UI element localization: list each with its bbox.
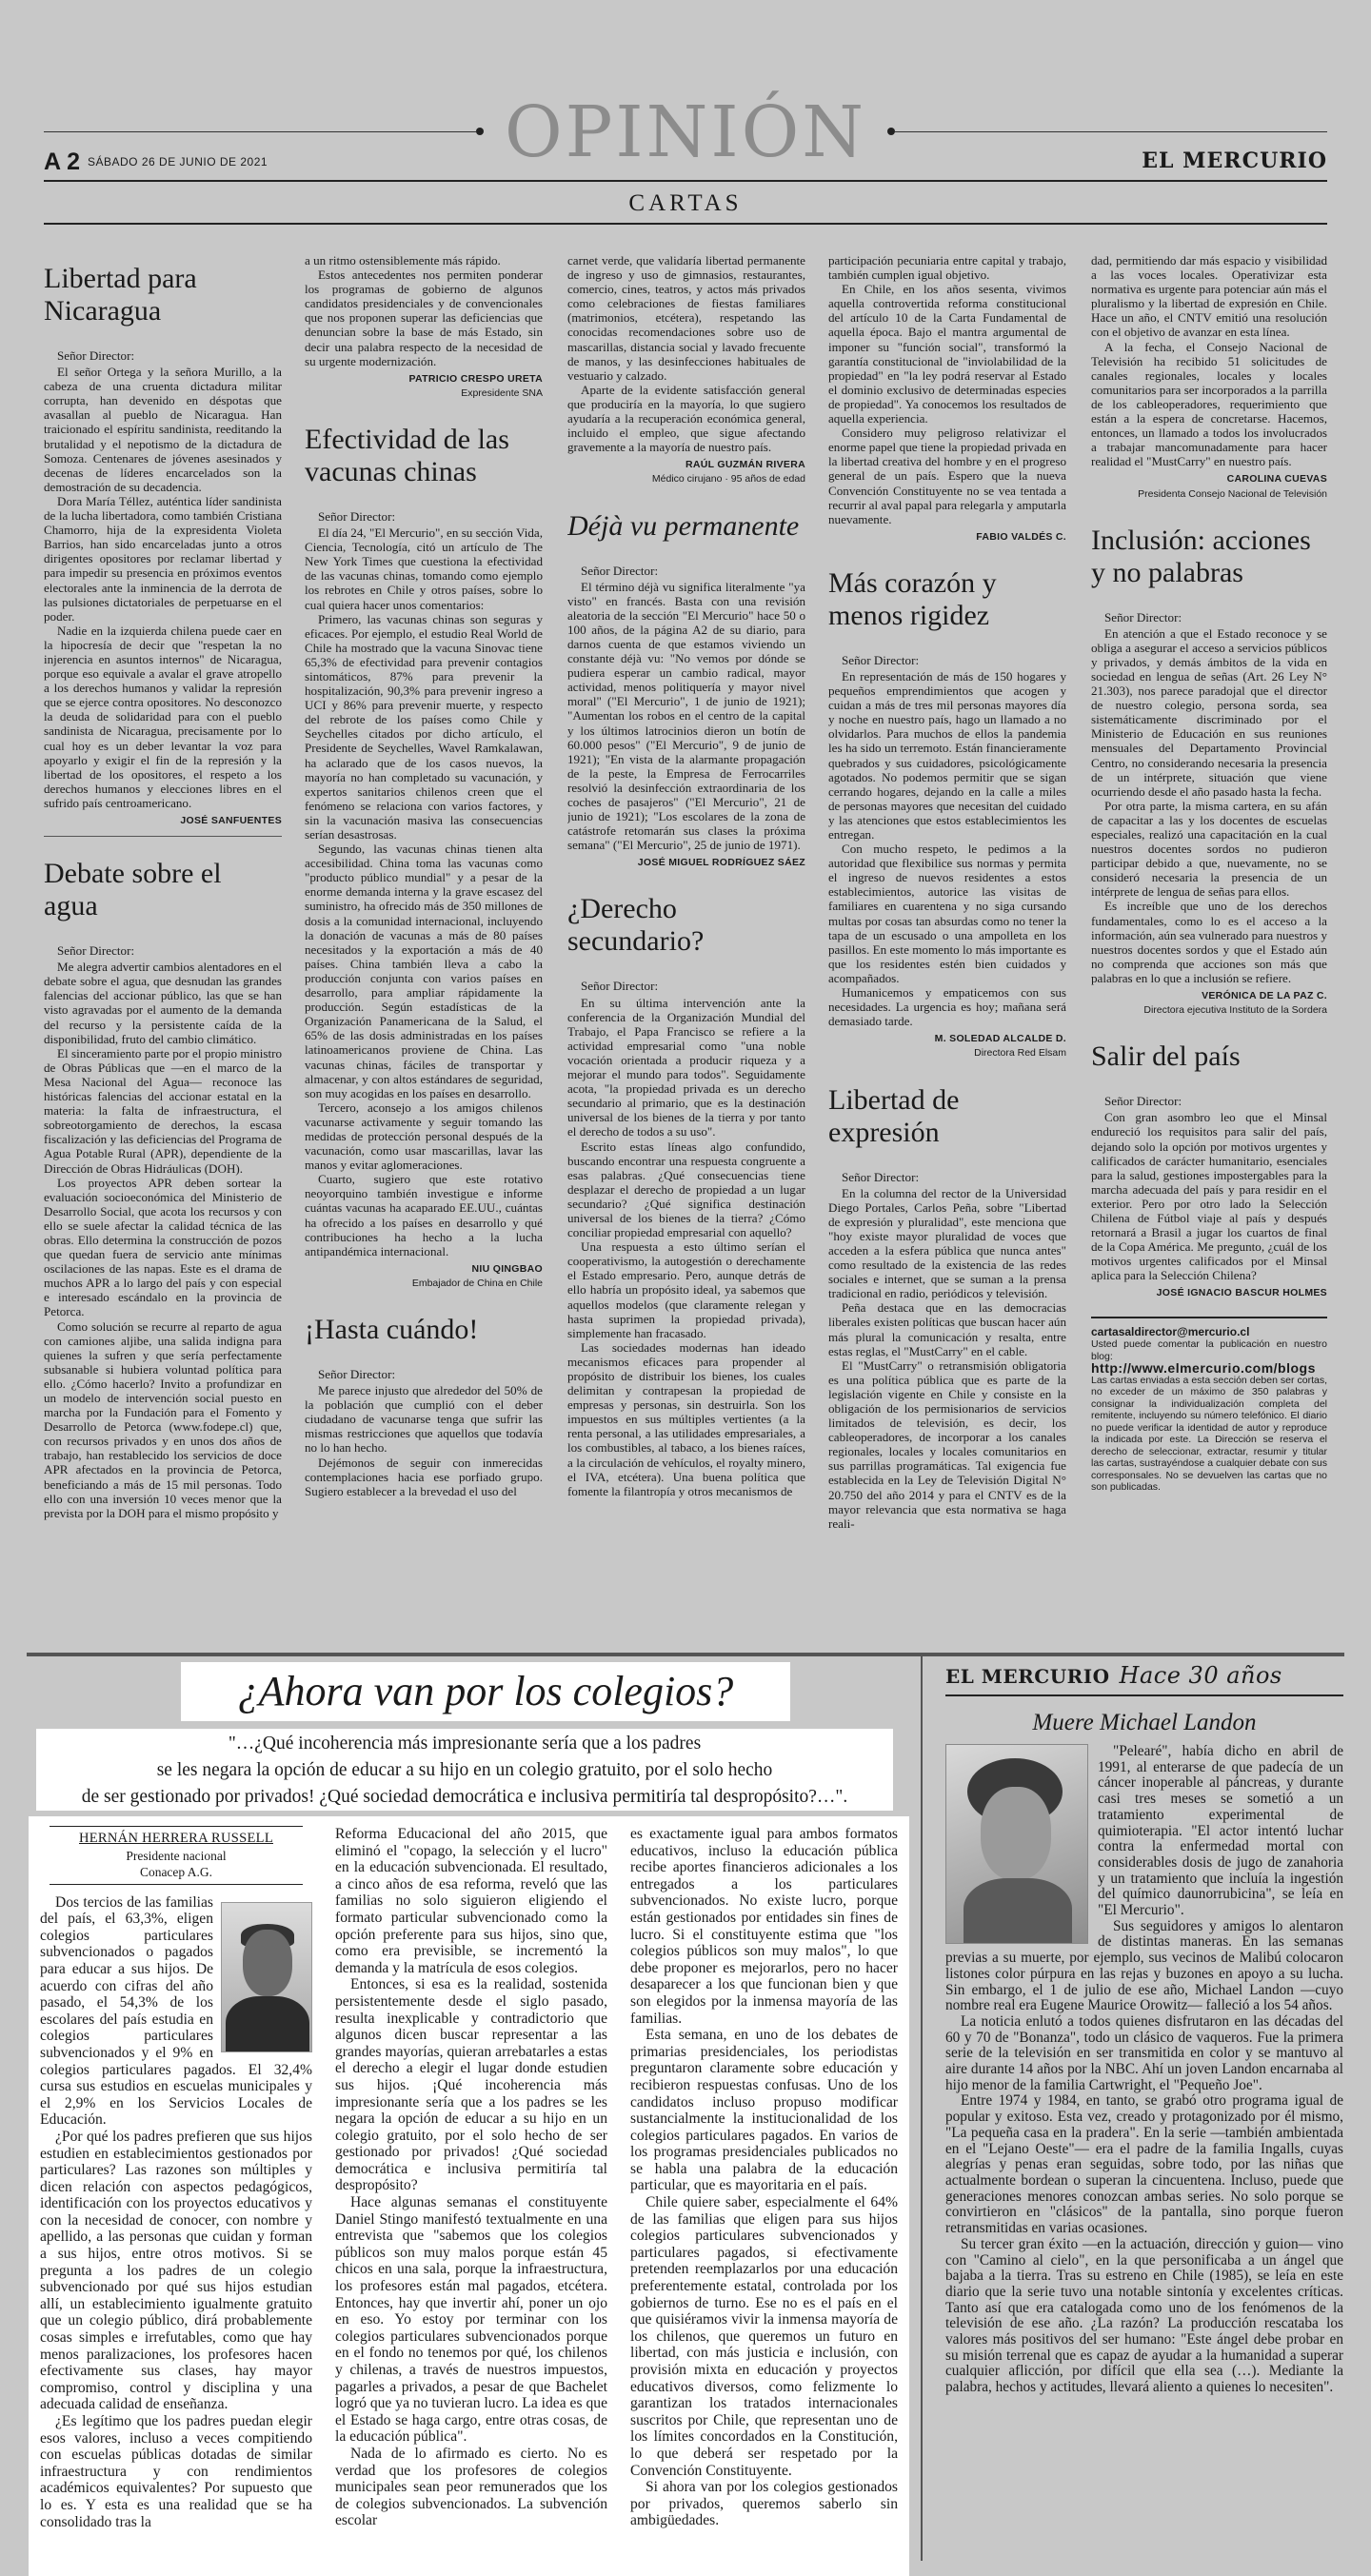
feature-column-2 <box>324 1816 619 2576</box>
feature-headline: ¿Ahora van por los colegios? <box>181 1662 790 1721</box>
letters-column-2 <box>305 253 543 1628</box>
author-photo <box>221 1902 312 2052</box>
letter-paragraph: Peña destaca que en las democracias liberales existen políticas que buscan hacer aún más plural la comunicación y resalta, entre estas reglas, el "MustCarry" en el cable. <box>828 1300 1066 1358</box>
hace-30-body <box>945 1744 1343 2396</box>
subsection-title: CARTAS <box>628 190 743 216</box>
blog-url-link[interactable]: http://www.elmercurio.com/blogs <box>1091 1360 1316 1377</box>
letter-title: Salir del país <box>1091 1040 1241 1073</box>
pullquote-line: de ser gestionado por privados! ¿Qué sociedad democrática e inclusiva permitiría tal despropósito?…". <box>81 1787 848 1807</box>
letter-signature: PATRICIO CRESPO URETA <box>408 372 543 385</box>
letter-paragraph: A la fecha, el Consejo Nacional de Televisión ha recibido 51 solicitudes de canales regionales, locales y locales comunitarios para ser incorporados a la parrilla de los cableoperadores, requerimiento que están a la espera de concretarse. Hacemos, entonces, un llamado a todos los involucrados a trabajar mancomunadamente para hacer realidad el "MustCarry" en nuestro país. <box>1091 339 1327 469</box>
letter-paragraph: En representación de más de 150 hogares y pequeños emprendimientos que acogen y cuidan a más de tres mil personas mayores día y noche en nuestro país, hago un llamado a no olvidarlos. Para muchos de ellos la pandemia les ha sido un terremoto. Están financieramente quebrados y sus cuidadores, psicológicamente agotados. No podemos permitir que se sigan cerrando hogares, dejando en la calle a miles de personas mayores que necesitan del cuidado y las atenciones que estos establecimientos les entregan. <box>828 668 1066 842</box>
author-box <box>50 1826 303 1885</box>
letter-paragraph: Humanicemos y empaticemos con sus necesidades. La urgencia es hoy; mañana será demasiado tarde. <box>828 985 1066 1029</box>
page-number: A 2 <box>44 149 80 175</box>
letter-paragraph: participación pecuniaria entre capital y trabajo, también cumplen igual objetivo. <box>828 253 1066 283</box>
letter-paragraph: Primero, las vacunas chinas son seguras y eficaces. Por ejemplo, el estudio Real World de Chile ha mostrado que la vacuna Sinovac tiene 65,3% de efectividad para prevenir contagios sintomáticos, 87% para prevenir la hospitalización, 90,3% para prevenir ingreso a UCI y 86% para prevenir muerte, y respecto del rebrote de los países como Chile y Seychelles citados por dicho artículo, el Presidente de Seychelles, Wavel Ramkalawan, ha aclarado que de los casos nuevos, la mayoría no han completado su vacunación, y expertos sanitarios chilenos creen que el fenómeno se relaciona con varios factores, y sin la vacunación masiva las consecuencias serían desastrosas. <box>305 611 543 842</box>
letter-paragraph: Segundo, las vacunas chinas tienen alta accesibilidad. China toma las vacunas como "producto público mundial" y a pesar de la enorme demanda interna y la grave escasez del suministro, ha ofrecido más de 350 millones de dosis a la comunidad internacional, incluyendo la donación de vacunas a más de 80 países necesitados y la exportación a más de 40 países. China también lleva a cabo la producción conjunta con varios países en desarrollo, para ampliar rápidamente la producción. Según estadísticas de la Organización Panamericana de la Salud, el 65% de las dosis administradas en los países latinoamericanos proviene de China. Las vacunas chinas, fáciles de transportar y almacenar, y con altos estándares de seguridad, son muy acogidas en los países en desarrollo. <box>305 842 543 1100</box>
letter-paragraph: Tercero, aconsejo a los amigos chilenos vacunarse activamente y seguir tomando las medidas de protección personal después de la vacunación, como usar mascarillas, lavar las manos y evitar aglomeraciones. <box>305 1100 543 1173</box>
feature-column-3 <box>619 1816 909 2576</box>
article-paragraph: Reforma Educacional del año 2015, que eliminó el "copago, la selección y el lucro" en la educación subvencionada. El resultado, a cinco años de esa reforma, reveló que las familias no solo siguieron eligiendo el formato particular subvencionado como la opción preferente para sus hijos, sino que, como era previsible, se incrementó la demanda y la matrícula de esos colegios. <box>335 1826 607 1976</box>
letter-salutation: Señor Director: <box>318 508 396 524</box>
letter-paragraph: Dejémonos de seguir con inmerecidas contemplaciones hacia ese porfiado grupo. Sugiero establecer a la brevedad el uso del <box>305 1455 543 1498</box>
letter-paragraph: Considero muy peligroso relativizar el enorme papel que tiene la propiedad privada en la libertad creativa del hombre y en el progreso general de un país. Espero que la nueva Convención Constituyente no se vea tentada a recurrir al aval papal para relegarla y amputarla nuevamente. <box>828 426 1066 526</box>
hace-30-paper-name: EL MERCURIO <box>945 1665 1110 1688</box>
letter-paragraph: Escrito estas líneas algo confundido, buscando encontrar una respuesta congruente a esas palabras. ¿Qué consecuencias tiene desplazar el derecho de propiedad a un lugar secundario? ¿Qué significa destinación universal de los bienes de la tierra? ¿Cómo conciliar propiedad empresarial con aquello? <box>567 1139 805 1240</box>
feature-pullquote <box>36 1729 893 1811</box>
article-paragraph: Entonces, si esa es la realidad, sostenida persistentemente desde el siglo pasado, resulta inexplicable y contradictorio que algunos dicen buscar representar a las grandes mayorías, quieran arrebatarles a estas el derecho a elegir el lugar donde estudien sus hijos. ¡Qué incoherencia más impresionante sería que a los padres se les negara la opción de educar a su hijo en un colegio gratuito, por el solo hecho de ser gestionado por privados! ¿Qué sociedad democrática e inclusiva permitiría tal despropósito? <box>335 1976 607 2194</box>
letter-signature: RAÚL GUZMÁN RIVERA <box>686 459 805 471</box>
masthead: EL MERCURIO <box>1142 149 1327 173</box>
letter-paragraph: El "MustCarry" o retransmisión obligatoria es una política pública que es parte de la legislación vigente en Chile y consiste en la obligación de los permisionarios de servicios limitados de televisión, es decir, los cableoperadores, de incorporar a los canales regionales, locales y locales comunitarios en sus parrillas programáticas. Tal exigencia fue establecida en la Ley de Televisión Digital N° 20.750 del año 2014 y para el CNTV es de la mayor relevancia que esta normativa se haga reali- <box>828 1357 1066 1531</box>
photo-face <box>981 1787 1051 1880</box>
letter-signature: JOSÉ IGNACIO BASCUR HOLMES <box>1156 1287 1327 1299</box>
letter-signature: VERÓNICA DE LA PAZ C. <box>1202 990 1327 1002</box>
letters-info-box <box>1091 1317 1327 1494</box>
letter-paragraph: Es increíble que uno de los derechos fundamentales, como lo es el acceso a la información, aún sea vulnerado para nuestros y nuestros docentes sordos y que el Estado aún no comprenda que acciones son más que palabras en lo que a inclusión se refiere. <box>1091 899 1327 985</box>
letter-role: Expresidente SNA <box>461 386 543 399</box>
letter-paragraph: Aparte de la evidente satisfacción general que produciría en la mayoría, lo que sugiero ayudaría a la recuperación económica general, incluido el empleo, que sigue afectando gravemente a la mayoría de nuestro país. <box>567 382 805 455</box>
letter-signature: CAROLINA CUEVAS <box>1226 473 1327 485</box>
letter-salutation: Señor Director: <box>57 348 135 363</box>
article-paragraph: "Pelearé", había dicho en abril de 1991, al enterarse de que padecía de un cáncer inoperable al páncreas, y durante casi tres meses se sometió a un tratamiento experimental de quimioterapia. "El actor intentó luchar contra la enfermedad mortal con considerables dosis de jugo de zanahoria y un tratamiento que incluía la ingestión del químico daunorrubicina", se leía en "El Mercurio". <box>1098 1743 1343 1919</box>
letter-title: Debate sobre el agua <box>44 858 222 922</box>
hace-30-masthead <box>945 1662 1343 1696</box>
letters-column-1 <box>44 257 282 1628</box>
article-paragraph: Chile quiere saber, especialmente el 64% de las familias que eligen para sus hijos colegios particulares subvencionados y particulares pagados, si efectivamente pretenden reemplazarlos por una educación preferentemente estatal, controlada por los gobiernos de turno. Ese no es el país en el que quisiéramos vivir la inmensa mayoría de los chilenos, que queremos un futuro en libertad, con más justicia e inclusión, con provisión mixta en educación y proyectos educativos diversos, como felizmente lo garantizan los tratados internacionales suscritos por Chile, que representan uno de los límites concordados en la Constitución, lo que deberá ser respetado por la Convención Constituyente. <box>630 2194 898 2479</box>
letter-title: Libertad para Nicaragua <box>44 263 197 327</box>
letter-paragraph: Como solución se recurre al reparto de agua con camiones aljibe, una salida indigna para quienes la sufren y que sería perfectamente subsanable si hubiera voluntad política para ello. ¿Cómo hacerlo? Invito a profundizar en un modelo de intervención social puesto en marcha por la Fundación para el Fomento y Desarrollo de Petorca (www.fodepe.cl) que, con recursos privados y en unos dos años de trabajo, han restablecido los servicios de doce APR afectados en la provincia de Petorca, beneficiando a más de 15 mil personas. Todo ello con una inversión 10 veces menor que la prevista por la DOH para el mismo propósito y <box>44 1318 282 1520</box>
letter-paragraph: Cuarto, sugiero que este rotativo neoyorquino también investigue e informe cuántas vacunas ha acaparado EE.UU., cuántas ha ofrecido a los países en desarrollo y qué contribuciones ha hecho a la lucha antipandémica internacional. <box>305 1172 543 1258</box>
letter-salutation: Señor Director: <box>581 979 659 994</box>
letter-paragraph: El término déjà vu significa literalmente "ya visto" en francés. Basta con una revisión aleatoria de la sección "El Mercurio" hace 50 o 100 años, de la página A2 de su diario, para darnos cuenta de que estamos viviendo un constante déjà vu: "No vemos por dónde se pudiera esperar un cambio radical, mayor actividad, menos politiquería y mayor nivel moral" ("El Mercurio", 1 de junio de 1921); "Aumentan los robos en el centro de la capital y los últimos latrocinios dieron un botín de 60.000 pesos" ("El Mercurio", 9 de junio de 1921); "En vista de la alarmante propagación de la peste, la Empresa de Ferrocarriles resolvió la desinfección extraordinaria de los coches de pasajeros" ("El Mercurio", 21 de junio de 1921); "Los escolares de la zona de catástrofe retomarán sus clases la próxima semana" ("El Mercurio", 25 de junio de 1971). <box>567 579 805 853</box>
letter-paragraph: Me parece injusto que alrededor del 50% de la población que cumplió con el deber ciudadano de vacunarse tenga que sufrir las mismas restricciones que aquellos que todavía no lo han hecho. <box>305 1383 543 1456</box>
header-dot-right <box>887 128 895 135</box>
letter-paragraph: Con mucho respeto, le pedimos a la autoridad que flexibilice sus normas y permita el ingreso de nuevos residentes a estos establecimientos, autorice las visitas de familiares en cuarentena y no siga cursando multas por cosas tan absurdas como no tener la tapa de un escusado o una ampolleta en los pasillos. En este momento lo más importante es que los residentes estén bien cuidados y acompañados. <box>828 842 1066 985</box>
letter-title: Efectividad de las vacunas chinas <box>305 423 509 487</box>
letter-role: Médico cirujano · 95 años de edad <box>651 473 805 485</box>
letter-title: Más corazón y menos rigidez <box>828 566 997 631</box>
letter-title: Inclusión: acciones y no palabras <box>1091 524 1311 588</box>
letter-signature: M. SOLEDAD ALCALDE D. <box>934 1033 1066 1045</box>
article-paragraph: ¿Por qué los padres prefieren que sus hijos estudien en establecimientos gestionados por particulares? Las razones son múltiples y dicen relación con aspectos pedagógicos, identificación con los proyectos educativos y con la necesidad de conocer, con nombre y apellido, a las personas que cuidan y forman a sus hijos, entre otros motivos. Si se pregunta a los padres de un colegio subvencionado por qué sus hijos estudian allí, un establecimiento igualmente gratuito que un colegio público, dirá probablemente cosas simples e irrefutables, como que hay menos paralizaciones, los profesores hacen efectivamente sus clases, hay mayor compromiso, control y disciplina y una adecuada calidad de enseñanza. <box>40 2128 312 2413</box>
section-title: OPINIÓN <box>504 91 867 173</box>
letter-paragraph: carnet verde, que validaría libertad permanente de ingreso y uso de gimnasios, restaurantes, comercio, cines, teatros, y actos más privados como celebraciones de fiestas familiares (matrimonios, etcétera), respetando las conocidas recomendaciones sobre uso de mascarillas, distancia social y lavado frecuente de manos, y las desinfecciones habituales de vestuario y calzado. <box>567 253 805 383</box>
letters-policy: Las cartas enviadas a esta sección deben ser cortas, no exceder de un máximo de 350 palabras y consignar la individualización completa del remitente, incluyendo su número telefónico. El diario no puede verificar la identidad de autor y reproduce la indicada por este. La Dirección se reserva el derecho de seleccionar, extractar, resumir y titular las cartas, sustrayéndose a cualquier debate con sus corresponsales. No se devuelven las cartas que no son publicadas. <box>1091 1374 1327 1494</box>
header-rule-right <box>895 131 1327 132</box>
letter-paragraph: Nadie en la izquierda chilena puede caer en la hipocresía de decir que "respetan la no injerencia en asuntos internos" de Nicaragua, porque eso equivale a avalar el grave atropello a los derechos humanos y validar la represión que se ejerce contra opositores. No desconozco la deuda de solidaridad para con el pueblo sandinista de Nicaragua, precisamente por lo cual hoy es un deber levantar la voz para apoyarlo y exigir el fin de la represión y la libertad de los opositores, el respeto a los derechos humanos y elecciones libres en el sufrido país centroamericano. <box>44 623 282 810</box>
feature-column-1 <box>29 1816 324 2576</box>
letter-signature: JOSÉ MIGUEL RODRÍGUEZ SÁEZ <box>637 857 805 869</box>
letter-role: Presidenta Consejo Nacional de Televisión <box>1138 487 1327 500</box>
letter-paragraph: Los proyectos APR deben sortear la evaluación socioeconómica del Ministerio de Desarrollo Social, que acota los recursos y con ello se suele afectar la calidad técnica de las obras. Ello determina la construcción de pozos que quedan fuera de servicio ante mínimas oscilaciones de las napas. Este es el drama de muchos APR a lo largo del país y con especial e interesado escándalo en la provincia de Petorca. <box>44 1175 282 1319</box>
letter-signature: NIU QINGBAO <box>471 1262 543 1275</box>
letter-salutation: Señor Director: <box>318 1367 396 1381</box>
letter-salutation: Señor Director: <box>842 1169 920 1184</box>
letters-column-5 <box>1091 253 1327 1628</box>
page-header <box>44 91 1327 225</box>
letter-role: Directora ejecutiva Instituto de la Sordera <box>1143 1004 1327 1017</box>
letter-paragraph: Una respuesta a esto último serían el cooperativismo, la autogestión o derechamente el Estado empresario. Pero, aunque detrás de ello habría un propósito ideal, ya sabemos que aquellos modelos (que claramente relegan y hasta suprimen la propiedad privada), simplemente han fracasado. <box>567 1239 805 1340</box>
letter-paragraph: En la columna del rector de la Universidad Diego Portales, Carlos Peña, sobre "Libertad de expresión y pluralidad", este menciona que "hoy existe mayor pluralidad de voces que acceden a la esfera pública que nunca antes" como resultado de la existencia de las redes sociales e internet, que se suman a la prensa tradicional en radio, periódicos y televisión. <box>828 1185 1066 1301</box>
article-paragraph: Hace algunas semanas el constituyente Daniel Stingo manifestó textualmente en una entrevista que "sabemos que los colegios públicos son muy malos porque están 45 chicos en una sala, porque la infraestructura, los profesores están mal pagados, etcétera. Entonces, hay que invertir ahí, poner un ojo en eso. Yo estoy por terminar con los colegios particulares subvencionados porque en el fondo no tenemos por qué, los chilenos y chilenas, a través de nuestros impuestos, pagarles a privados, a pesar de que Bachelet logró que ya no tuvieran lucro. La idea es que el Estado se haga cargo, entre otras cosas, de la educación pública". <box>335 2194 607 2446</box>
article-paragraph: Nada de lo afirmado es cierto. No es verdad que los profesores de colegios municipales sean peor remunerados que los de colegios subvencionados. La subvención escolar <box>335 2445 607 2529</box>
letter-paragraph: Con gran asombro leo que el Minsal endureció los requisitos para salir del país, dejando solo la opción por motivos urgentes y calificados de carácter humanitario, esenciales para la salud, gestiones impostergables para la marcha adecuada del país y para residir en el exterior. Pero por otro lado la Selección Chilena de Fútbol viaje al país y después retornará a Brasil a jugar los cuartos de final de la Copa América. Me pregunto, ¿cuál de los motivos urgentes calificados por el Minsal aplica para la Selección Chilena? <box>1091 1110 1327 1283</box>
letter-paragraph: En Chile, en los años sesenta, vivimos aquella controvertida reforma constitucional del artículo 10 de la Carta Fundamental de aquella época. Bajo el mantra argumental de imponer su "función social", transformó la garantía constitucional de "inviolabilidad de la propiedad" en "la ley podrá reservar al Estado el dominio exclusivo de determinadas especies de propiedad". Ya conocemos los resultados de aquella experiencia. <box>828 282 1066 426</box>
letter-paragraph: Por otra parte, la misma cartera, en su afán de capacitar a las y los docentes de escuelas especiales, realizó una capacitación en la cual nuestros docentes sordos no pudieron participar debido a que, nuevamente, no se consideró necesaria la presencia de un intérprete de lengua de señas para ellos. <box>1091 798 1327 900</box>
hace-30-title: Muere Michael Landon <box>1032 1710 1257 1735</box>
pullquote-line: se les negara la opción de educar a su hijo en un colegio gratuito, por el solo hecho <box>156 1760 773 1780</box>
article-paragraph: Su tercer gran éxito —en la actuación, dirección y guion— vino con "Camino al cielo", en la que personificaba a un ángel que bajaba a la tierra. Tras su estreno en Chile (1985), se leía en este diario que la serie tuvo una notable sintonía y excelentes críticas. Tanto así que era catalogada como uno de los fenómenos de la televisión de ese año. ¿La razón? La producción rescataba los valores más positivos del ser humano: "Este ángel debe probar en su misión terrenal que es capaz de ayudar a la humanidad a superar cualquier aflicción, por difícil que ella sea (…). Mediante la palabra, hechos y actitudes, llevará aliento a quienes lo necesiten". <box>945 2235 1343 2396</box>
letter-paragraph: dad, permitiendo dar más espacio y visibilidad a las voces locales. Operativizar esta normativa es urgente para potenciar aún más el pluralismo y la libertad de expresión en Chile. Hace un año, el CNTV emitió una resolución con el objetivo de avanzar en esta línea. <box>1091 253 1327 340</box>
section-rule-top <box>44 180 1327 182</box>
letters-column-3 <box>567 253 805 1628</box>
letter-paragraph: El día 24, "El Mercurio", en su sección Vida, Ciencia, Tecnología, citó un artículo de The New York Times que cuestiona la efectividad de las vacunas chinas, tomando como ejemplo los rebrotes en Chile y otros países, sobre lo cual quiera hacer unos comentarios: <box>305 525 543 612</box>
letter-salutation: Señor Director: <box>1104 609 1182 624</box>
letter-paragraph: Me alegra advertir cambios alentadores en el debate sobre el agua, que desnudan las grandes falencias del accionar público, las que se han visto agravadas por el aumento de la demanda del recurso y la persistente caída de la disponibilidad, fruto del cambio climático. <box>44 960 282 1046</box>
pullquote-line: "…¿Qué incoherencia más impresionante sería que a los padres <box>228 1734 702 1754</box>
divider <box>44 836 282 837</box>
page-date: SÁBADO 26 DE JUNIO DE 2021 <box>88 155 268 168</box>
article-paragraph: Dos tercios de las familias del país, el 63,3%, eligen colegios particulares subvencionados o pagados para educar a sus hijos. De acuerdo con cifras del año pasado, el 54,3% de los escolares del país estudia en colegios particulares subvencionados y el 9% en colegios particulares pagados. El 32,4% cursa sus estudios en escuelas municipales y el 2,9% en los Servicios Locales de Educación. <box>40 1893 312 2129</box>
letter-signature: FABIO VALDÉS C. <box>976 530 1066 543</box>
letter-paragraph: Dora María Téllez, auténtica líder sandinista de la lucha libertadora, como también Cristiana Chamorro, hija de la expresidenta Violeta Barrios, han sido encarceladas junto a otros dirigentes opositores por reclamar libertad y para impedir su presencia en próximos eventos electorales ante la inminencia de la derrota de las pulsiones dictatoriales de perpetuarse en el poder. <box>44 493 282 624</box>
letter-paragraph: Estos antecedentes nos permiten ponderar los programas de gobierno de algunos candidatos presidenciales y de convencionales que nos proponen superar las deficiencias que denuncian sobre la base de más Estado, sin decir una palabra respecto de la necesidad de su urgente modernización. <box>305 268 543 368</box>
letter-paragraph: En su última intervención ante la conferencia de la Organización Mundial del Trabajo, el Papa Francisco se refiere a la actividad empresarial como "una noble vocación orientada a producir riqueza y a mejorar el mundo para todos". Seguidamente acota, "la propiedad privada es un derecho secundario al primario, que es la destinación universal de los bienes de la tierra y por tanto el derecho de todos a su uso". <box>567 995 805 1139</box>
column-divider <box>921 1656 923 2561</box>
article-paragraph: es exactamente igual para ambos formatos educativos, incluso la educación pública recibe aportes financieros adicionales a los entregados a los particulares subvencionados. No existe lucro, porque están gestionados por entidades sin fines de lucro. Si el constituyente estima que "los colegios públicos son muy malos", lo que debe proponer es mejorarlos, pero no hacer desaparecer a los que funcionan bien y que son elegidos por la inmensa mayoría de las familias. <box>630 1826 898 2027</box>
letter-salutation: Señor Director: <box>1104 1094 1182 1109</box>
letter-title: ¡Hasta cuándo! <box>305 1314 479 1345</box>
section-rule-bottom <box>44 223 1327 225</box>
letter-paragraph: El sinceramiento parte por el propio ministro de Obras Públicas que —en el marco de la Mesa Nacional del Agua— reconoce las históricas falencias del accionar estatal en la materia: la falta de infraestructura, el sobreotorgamiento de derechos, la escasa fiscalización y las deficiencias del Programa de Agua Potable Rural (APR), dependiente de la Dirección de Obras Hidráulicas (DOH). <box>44 1045 282 1176</box>
letter-paragraph: El señor Ortega y la señora Murillo, a la cabeza de una cruenta dictadura militar corrupta, han devenido en déspotas que avasallan al pueblo de Nicaragua. Han traicionado el espíritu sandinista, reeditando la brutalidad y el nepotismo de la dictadura de Somoza. Centenares de jóvenes asesinados y decenas de líderes encarcelados son la demostración de su decadencia. <box>44 365 282 494</box>
letter-signature: JOSÉ SANFUENTES <box>180 815 282 826</box>
author-role: Presidente nacional <box>126 1848 227 1863</box>
article-paragraph: Entre 1974 y 1984, en tanto, se grabó otro programa igual de popular y exitoso. Esta vez, creado y protagonizado por él mismo, "La pequeña casa en la pradera". En la serie —también ambientada en el "Lejano Oeste"— era el padre de la familia Ingalls, cuyas alegrías y penas eran seguidas, sobre todo, por las niñas que actualmente bordean o superan la cincuentena. Incluso, puede que generaciones menores conozcan ambas series. No solo porque se convirtieron en "clásicos" de la pantalla, sino porque fueron retransmitidas en varias ocasiones. <box>945 2092 1343 2237</box>
letter-salutation: Señor Director: <box>842 652 920 667</box>
michael-landon-photo <box>945 1744 1088 1944</box>
letter-title: Déjà vu permanente <box>567 509 800 542</box>
letter-paragraph: En atención a que el Estado reconoce y se obliga a asegurar el acceso a servicios públicos y privados, y demás ámbitos de la vida en sociedad en lengua de señas (Art. 26 Ley N° 21.303), nos parece paradojal que el director de nuestro colegio, persona sorda, sea sistemáticamente discriminado por el Ministerio de Educación en sus reuniones mensuales del Departamento Provincial Centro, no considerando necesaria la presencia de un intérprete, situación que viene ocurriendo desde el año pasado hasta la fecha. <box>1091 625 1327 799</box>
author-name: HERNÁN HERRERA RUSSELL <box>79 1831 273 1846</box>
letter-title: ¿Derecho secundario? <box>567 893 705 958</box>
article-paragraph: Sus seguidores y amigos lo alentaron de distintas maneras. En las semanas previas a su muerte, por ejemplo, sus vecinos de Malibú colocaron listones color púrpura en las rejas y buzones en apoyo a su lucha. Sin embargo, el 1 de julio de ese año, Michael Landon —cuyo nombre real era Eugene Maurice Orowitz— falleció a los 54 años. <box>945 1917 1343 2014</box>
letter-role: Embajador de China en Chile <box>411 1277 543 1289</box>
author-organization: Conacep A.G. <box>139 1864 213 1879</box>
article-paragraph: ¿Es legítimo que los padres puedan elegir esos valores, incluso a veces compitiendo con escuelas públicas dotadas de similar infraestructura y con rendimientos académicos equivalentes? Por supuesto que lo es. Y esta es una realidad que se ha consolidado tras la <box>40 2413 312 2530</box>
letter-salutation: Señor Director: <box>57 943 135 959</box>
letter-role: Directora Red Elsam <box>974 1047 1066 1060</box>
letters-column-4 <box>828 253 1066 1628</box>
photo-body <box>964 1878 1072 1944</box>
letter-salutation: Señor Director: <box>581 563 659 578</box>
article-paragraph: Si ahora van por los colegios gestionados por privados, queremos saberlo sin ambigüedades. <box>630 2479 898 2529</box>
blog-note: Usted puede comentar la publicación en nuestro blog: <box>1091 1338 1327 1362</box>
letter-paragraph: Las sociedades modernas han ideado mecanismos eficaces para propender al propósito de distribuir los bienes, los cuales delimitan y contrapesan la propiedad de empresas y personas, sin destruirla. Son los impuestos en sus múltiples vertientes (a la renta personal, a las utilidades empresariales, a los combustibles, al tabaco, a los bienes raíces, a la circulación de vehículos, el royalty minero, el IVA, etcétera). Una buena política que fomente la filantropía y otros mecanismos de <box>567 1339 805 1498</box>
hace-30-anos-section <box>945 1653 1343 2576</box>
photo-face <box>243 1930 292 1996</box>
photo-body <box>226 1996 309 2052</box>
letter-paragraph: a un ritmo ostensiblemente más rápido. <box>305 253 501 268</box>
letters-email-link[interactable]: cartasaldirector@mercurio.cl <box>1091 1324 1250 1338</box>
letter-title: Libertad de expresión <box>828 1083 960 1148</box>
hace-30-label: Hace 30 años <box>1119 1662 1282 1689</box>
article-paragraph: La noticia enlutó a todos quienes disfrutaron en las décadas del 60 y 70 de "Bonanza", todo un clásico de vaqueros. Fue la primera serie de la televisión en ser transmitida en color y se mantuvo al aire durante 14 años por la NBC. Ahí un joven Landon encarnaba al hijo menor de la familia Cartwright, el "Pequeño Joe". <box>945 2012 1343 2093</box>
article-paragraph: Esta semana, en uno de los debates de primarias presidenciales, los periodistas preguntaron claramente sobre educación y recibieron respuestas confusas. Uno de los candidatos incluso propuso modificar sustancialmente la institucionalidad de los colegios particulares pagados. En varios de los programas presidenciales publicados no se habla una palabra de la educación particular, que es mayoritaria en el país. <box>630 2027 898 2194</box>
